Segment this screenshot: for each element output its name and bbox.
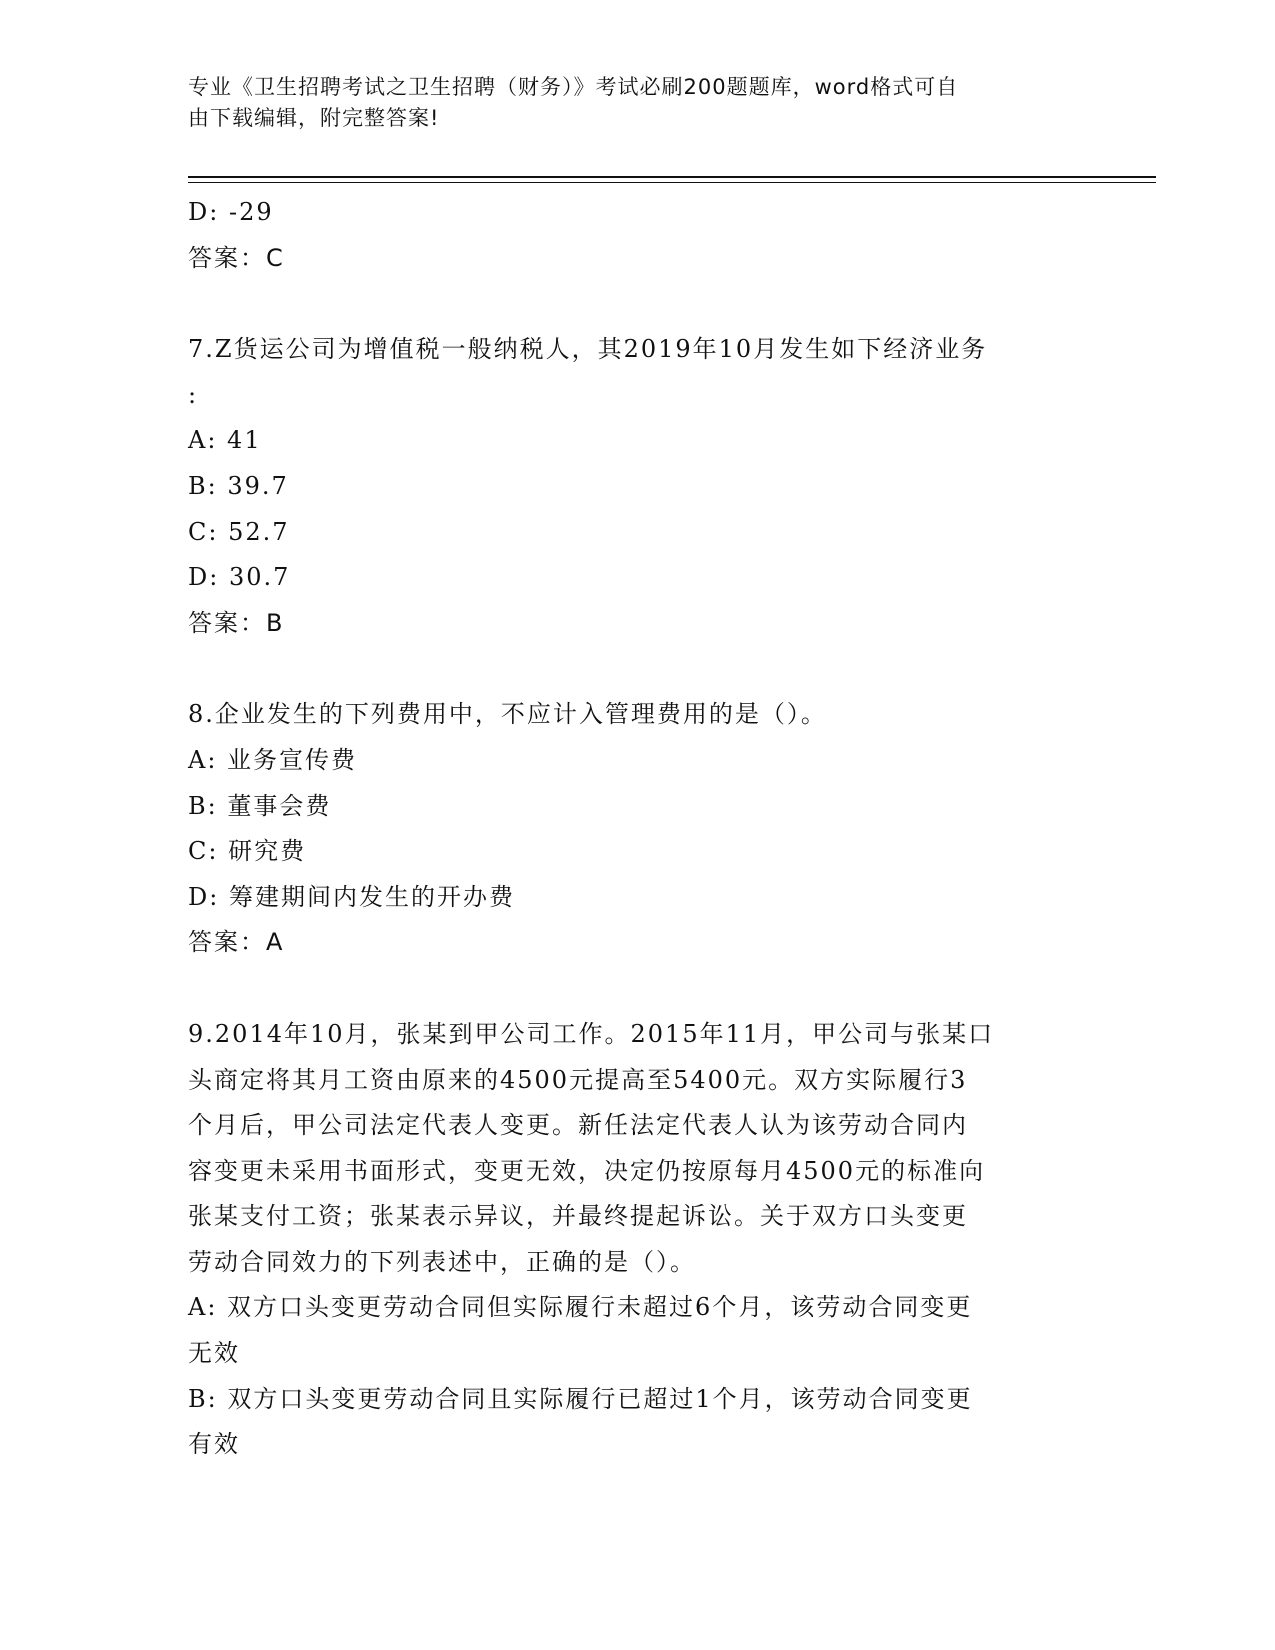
header-line-2: 由下载编辑，附完整答案! xyxy=(188,106,440,130)
document-header xyxy=(188,72,1068,134)
q9-option-a-line-2: 无效 xyxy=(188,1339,240,1368)
q7-option-d: D: 30.7 xyxy=(188,563,291,592)
question-content xyxy=(188,190,1088,1468)
q8-option-b: B: 董事会费 xyxy=(188,791,332,820)
q7-answer: 答案：B xyxy=(188,608,285,637)
spacer xyxy=(188,966,1088,1012)
spacer xyxy=(188,281,1088,327)
q9-option-b-line-2: 有效 xyxy=(188,1430,240,1459)
header-divider-thin xyxy=(188,182,1156,183)
q9-stem-line: 张某支付工资；张某表示异议，并最终提起诉讼。关于双方口头变更 xyxy=(188,1202,968,1231)
q9-option-b-line-1: B: 双方口头变更劳动合同且实际履行已超过1个月，该劳动合同变更 xyxy=(188,1384,973,1413)
q7-option-c: C: 52.7 xyxy=(188,517,290,546)
q7-option-a: A: 41 xyxy=(188,426,262,455)
header-divider-thick xyxy=(188,176,1156,178)
q9-stem-line: 9.2014年10月，张某到甲公司工作。2015年11月，甲公司与张某口 xyxy=(188,1019,995,1048)
q8-stem: 8.企业发生的下列费用中，不应计入管理费用的是（）。 xyxy=(188,700,827,729)
q9-stem-line: 头商定将其月工资由原来的4500元提高至5400元。双方实际履行3 xyxy=(188,1065,968,1094)
header-line-1: 专业《卫生招聘考试之卫生招聘（财务）》考试必刷200题题库，word格式可自 xyxy=(188,75,959,99)
q7-option-b: B: 39.7 xyxy=(188,471,289,500)
q8-option-a: A: 业务宣传费 xyxy=(188,745,358,774)
q7-stem-line-1: 7.Z货运公司为增值税一般纳税人，其2019年10月发生如下经济业务 xyxy=(188,335,988,364)
q8-answer: 答案：A xyxy=(188,928,285,957)
q9-option-a-line-1: A: 双方口头变更劳动合同但实际履行未超过6个月，该劳动合同变更 xyxy=(188,1293,973,1322)
prev-answer: 答案：C xyxy=(188,243,285,272)
q9-stem-line: 劳动合同效力的下列表述中，正确的是（）。 xyxy=(188,1247,696,1276)
q7-stem-line-2: : xyxy=(188,380,199,409)
prev-option-d: D: -29 xyxy=(188,198,274,226)
q9-stem-line: 个月后，甲公司法定代表人变更。新任法定代表人认为该劳动合同内 xyxy=(188,1111,968,1140)
q9-stem-line: 容变更未采用书面形式，变更无效，决定仍按原每月4500元的标准向 xyxy=(188,1156,986,1185)
spacer xyxy=(188,646,1088,692)
q8-option-c: C: 研究费 xyxy=(188,837,307,866)
q8-option-d: D: 筹建期间内发生的开办费 xyxy=(188,882,515,911)
